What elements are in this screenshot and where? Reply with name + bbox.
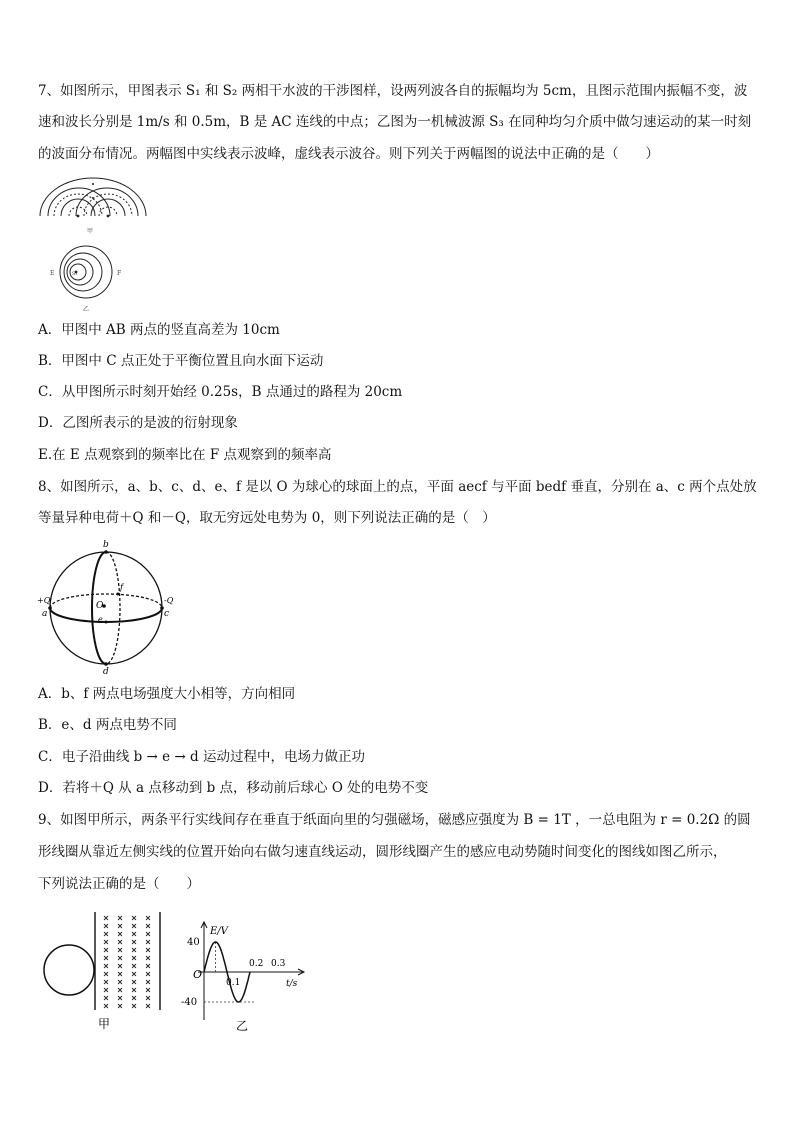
field-cross — [104, 924, 108, 928]
q9-stem-line2: 形线圈从靠近左侧实线的位置开始向右做匀速直线运动，圆形线圈产生的感应电动势随时间变化的图线如图乙所示， — [38, 844, 727, 860]
field-cross — [104, 996, 108, 1000]
graph-xlabel: t/s — [286, 979, 298, 989]
graph-ytick-top: 40 — [187, 937, 200, 948]
q7-option-d: D．乙图所表示的是波的衍射现象 — [38, 415, 238, 431]
field-cross — [146, 932, 150, 936]
q8-option-d: D．若将＋Q 从 a 点移动到 b 点，移动前后球心 O 处的电势不变 — [38, 780, 429, 796]
field-cross — [132, 1004, 136, 1008]
q9-stem-line3: 下列说法正确的是（ ） — [38, 876, 200, 892]
q9-field-figure — [40, 910, 170, 1038]
field-cross — [118, 988, 122, 992]
field-cross — [146, 972, 150, 976]
q7-option-b: B．甲图中 C 点正处于平衡位置且向水面下运动 — [38, 353, 324, 369]
field-cross — [132, 948, 136, 952]
q8-option-a: A．b、f 两点电场强度大小相等，方向相同 — [38, 686, 296, 702]
q8-label-c: c — [164, 609, 170, 619]
magnetic-field-crosses — [104, 916, 150, 1008]
q8-sphere-figure — [34, 538, 184, 676]
field-cross — [104, 988, 108, 992]
q7-stem-line1: 7、如图所示，甲图表示 S₁ 和 S₂ 两相干水波的干涉图样，设两列波各自的振幅均为 5cm，且图示范围内振幅不变，波 — [38, 83, 748, 99]
q8-stem-line2: 等量异种电荷＋Q 和－Q，取无穷远处电势为 0，则下列说法正确的是（ ） — [38, 510, 496, 526]
q8-option-b: B．e、d 两点电势不同 — [38, 717, 177, 733]
field-cross — [132, 916, 136, 920]
field-cross — [146, 988, 150, 992]
field-cross — [104, 956, 108, 960]
field-cross — [146, 980, 150, 984]
q9-coil — [44, 945, 94, 995]
field-cross — [132, 980, 136, 984]
q8-label-e: e — [98, 615, 103, 624]
q8-label-minus-q: -Q — [164, 596, 174, 605]
q7-option-a: A．甲图中 AB 两点的竖直高差为 10cm — [38, 322, 280, 338]
q8-label-d: d — [103, 667, 109, 676]
field-cross — [118, 980, 122, 984]
field-cross — [104, 980, 108, 984]
q7-stem-line2: 速和波长分别是 1m/s 和 0.5m，B 是 AC 连线的中点；乙图为一机械波源 S₃ 在同种均匀介质中做匀速运动的某一时刻 — [38, 114, 752, 130]
field-cross — [118, 964, 122, 968]
field-cross — [132, 972, 136, 976]
graph-ylabel: E/V — [210, 926, 228, 937]
field-cross — [146, 916, 150, 920]
q9-fig-a-caption: 甲 — [98, 1017, 111, 1031]
field-cross — [146, 924, 150, 928]
field-cross — [104, 972, 108, 976]
q7-fig-b-label-f: F — [117, 270, 122, 277]
field-cross — [118, 1004, 122, 1008]
q8-label-plus-q: +Q — [37, 596, 51, 605]
field-cross — [104, 932, 108, 936]
q8-stem-line1: 8、如图所示，a、b、c、d、e、f 是以 O 为球心的球面上的点，平面 aecf 与平面 bedf 垂直，分别在 a、c 两个点处放 — [38, 479, 757, 495]
field-cross — [118, 932, 122, 936]
q9-stem-line1: 9、如图甲所示，两条平行实线间存在垂直于纸面向里的匀强磁场，磁感应强度为 B = 1T ，一总电阻为 r = 0.2Ω 的圆 — [38, 812, 751, 828]
field-cross — [104, 948, 108, 952]
q8-label-b: b — [103, 540, 109, 550]
field-cross — [146, 956, 150, 960]
q8-label-f: f — [120, 583, 123, 592]
field-cross — [104, 940, 108, 944]
field-cross — [132, 932, 136, 936]
field-cross — [132, 996, 136, 1000]
q7-stem-line3: 的波面分布情况。两幅图中实线表示波峰，虚线表示波谷。则下列关于两幅图的说法中正确的是（ ） — [38, 146, 659, 162]
graph-ytick-bottom: -40 — [181, 997, 198, 1008]
field-cross — [132, 940, 136, 944]
q9-emf-graph — [178, 918, 310, 1036]
q7-doppler-figure — [48, 242, 132, 314]
q8-label-a: a — [42, 609, 48, 619]
q7-fig-a-caption: 甲 — [87, 228, 94, 235]
graph-xtick-2: 0.2 — [249, 959, 264, 969]
field-cross — [146, 940, 150, 944]
field-cross — [146, 948, 150, 952]
q7-fig-b-label-e: E — [50, 270, 55, 277]
q8-option-c: C．电子沿曲线 b → e → d 运动过程中，电场力做正功 — [38, 749, 365, 765]
field-cross — [104, 916, 108, 920]
field-cross — [118, 996, 122, 1000]
q7-fig-b-caption: 乙 — [83, 306, 90, 313]
graph-xtick-1: 0.1 — [226, 978, 241, 988]
field-cross — [118, 972, 122, 976]
q9-fig-b-caption: 乙 — [236, 1019, 249, 1033]
field-cross — [118, 948, 122, 952]
field-cross — [104, 964, 108, 968]
graph-xtick-3: 0.3 — [271, 959, 286, 969]
graph-origin: O — [193, 968, 203, 981]
field-cross — [104, 1004, 108, 1008]
field-cross — [118, 956, 122, 960]
field-cross — [146, 964, 150, 968]
q7-interference-figure — [36, 176, 150, 236]
field-cross — [132, 956, 136, 960]
field-cross — [118, 940, 122, 944]
field-cross — [118, 924, 122, 928]
field-cross — [118, 916, 122, 920]
q7-option-e: E.在 E 点观察到的频率比在 F 点观察到的频率高 — [38, 447, 332, 463]
field-cross — [132, 964, 136, 968]
field-cross — [146, 996, 150, 1000]
field-cross — [132, 988, 136, 992]
q7-fig-b-source: S₃ — [72, 271, 78, 277]
q8-label-o: O — [96, 601, 104, 611]
field-cross — [146, 1004, 150, 1008]
field-cross — [132, 924, 136, 928]
q7-option-c: C．从甲图所示时刻开始经 0.25s，B 点通过的路程为 20cm — [38, 384, 403, 400]
